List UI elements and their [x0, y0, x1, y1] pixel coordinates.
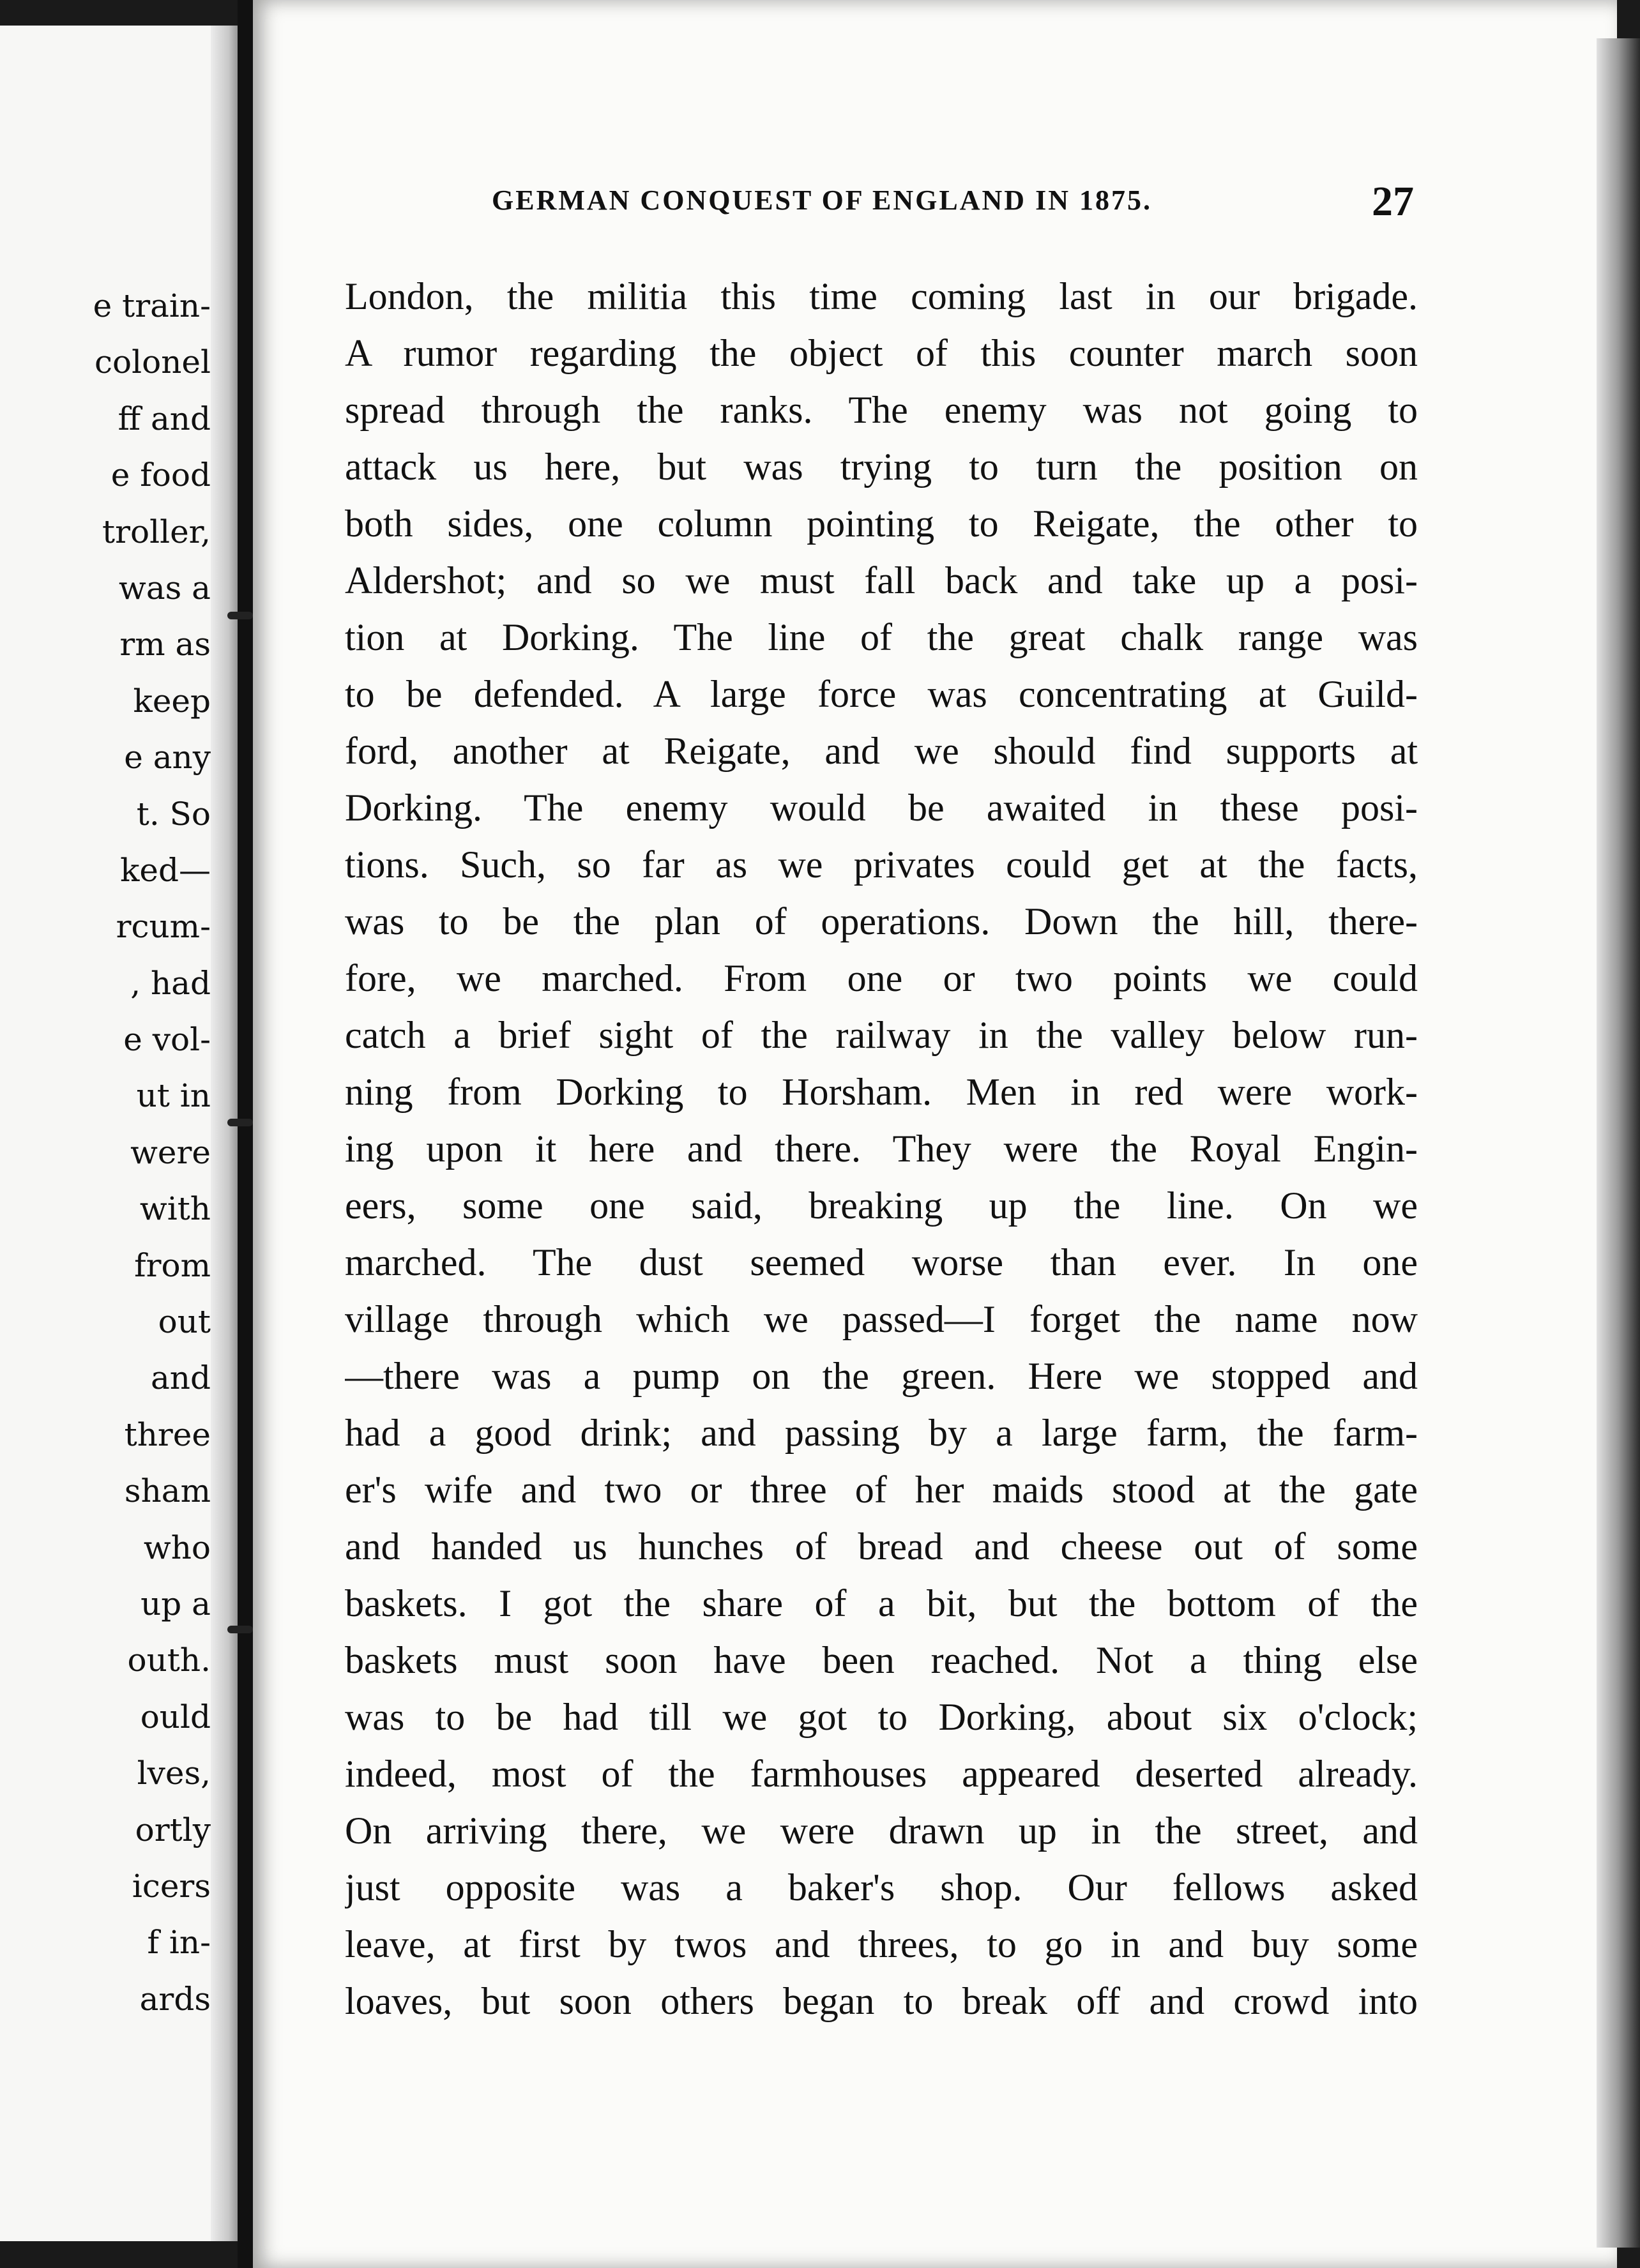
left-page-line-fragment: with: [139, 1190, 211, 1228]
body-text-line: marched. The dust seemed worse than ever. In one: [345, 1241, 1418, 1283]
left-page-line-fragment: were: [130, 1133, 211, 1171]
body-text-line: leave, at first by twos and threes, to go in and buy some: [345, 1923, 1418, 1965]
body-text-line: tion at Dorking. The line of the great chalk range was: [345, 616, 1418, 658]
left-page-line-fragment: outh.: [127, 1642, 211, 1679]
body-text-line: ning from Dorking to Horsham. Men in red were work-: [345, 1071, 1418, 1113]
left-page-line-fragment: rcum-: [116, 908, 211, 946]
body-text-line: both sides, one column pointing to Reigate, the other to: [345, 503, 1418, 545]
body-text-line: eers, some one said, breaking up the line. On we: [345, 1184, 1418, 1227]
page-edge-shadow: [1597, 38, 1640, 2248]
left-page-line-fragment: e any: [124, 739, 211, 776]
body-text-line: fore, we marched. From one or two points we could: [345, 957, 1418, 999]
body-text-line: indeed, most of the farmhouses appeared deserted already.: [345, 1753, 1418, 1795]
body-text-line: A rumor regarding the object of this counter march soon: [345, 332, 1418, 374]
left-page-line-fragment: and: [150, 1359, 211, 1397]
left-page-line-fragment: colonel: [95, 344, 211, 381]
body-text-line: attack us here, but was trying to turn the position on: [345, 446, 1418, 488]
left-page-line-fragment: , had: [130, 964, 211, 1002]
left-page-line-fragment: ortly: [135, 1811, 211, 1848]
left-page-line-fragment: troller,: [102, 513, 211, 550]
left-page-line-fragment: three: [124, 1416, 211, 1453]
body-text-line: just opposite was a baker's shop. Our fellows asked: [345, 1866, 1418, 1909]
left-page-line-fragment: from: [134, 1246, 211, 1284]
left-page-text-fragments: [0, 278, 211, 2027]
left-page-line-fragment: up a: [140, 1585, 211, 1622]
body-text-line: to be defended. A large force was concentrating at Guild-: [345, 673, 1418, 715]
left-page-line-fragment: was a: [119, 569, 211, 607]
body-text-line: was to be had till we got to Dorking, about six o'clock;: [345, 1696, 1418, 1738]
left-page-line-fragment: ut in: [136, 1077, 211, 1115]
left-page-line-fragment: rm as: [119, 626, 211, 663]
body-text-line: London, the militia this time coming last in our brigade.: [345, 275, 1418, 317]
body-text-line: spread through the ranks. The enemy was not going to: [345, 389, 1418, 431]
body-text-line: village through which we passed—I forget the name now: [345, 1298, 1418, 1340]
body-text-line: tions. Such, so far as we privates could get at the facts,: [345, 843, 1418, 886]
left-page-line-fragment: f in-: [147, 1924, 211, 1962]
left-page-line-fragment: ould: [140, 1698, 211, 1735]
body-text-line: —there was a pump on the green. Here we stopped and: [345, 1355, 1418, 1397]
left-page-line-fragment: t. So: [136, 795, 211, 833]
left-page-line-fragment: who: [143, 1529, 211, 1566]
body-text-line: Aldershot; and so we must fall back and take up a posi-: [345, 559, 1418, 601]
left-page-line-fragment: e train-: [93, 287, 211, 324]
body-text-line: ford, another at Reigate, and we should find supports at: [345, 730, 1418, 772]
left-page-line-fragment: out: [158, 1303, 211, 1341]
left-page-line-fragment: icers: [132, 1867, 211, 1905]
binding-thread-mark: [227, 612, 253, 619]
body-text-line: and handed us hunches of bread and cheese out of some: [345, 1525, 1418, 1568]
page-number: 27: [1372, 178, 1414, 225]
body-text-line: er's wife and two or three of her maids stood at the gate: [345, 1469, 1418, 1511]
body-text-line: ing upon it here and there. They were the Royal Engin-: [345, 1128, 1418, 1170]
left-page-line-fragment: sham: [124, 1472, 211, 1510]
body-text-line: had a good drink; and passing by a large farm, the farm-: [345, 1412, 1418, 1454]
left-facing-page: [0, 26, 234, 2241]
left-page-line-fragment: ards: [139, 1980, 211, 2018]
body-text-line: On arriving there, we were drawn up in the street, and: [345, 1810, 1418, 1852]
body-text-line: catch a brief sight of the railway in the valley below run-: [345, 1014, 1418, 1056]
left-page-line-fragment: keep: [133, 682, 211, 720]
left-page-line-fragment: e food: [110, 457, 211, 494]
left-page-line-fragment: lves,: [137, 1755, 211, 1792]
body-text-line: baskets. I got the share of a bit, but the bottom of the: [345, 1582, 1418, 1624]
binding-thread-mark: [227, 1626, 253, 1633]
running-title: GERMAN CONQUEST OF ENGLAND IN 1875.: [492, 185, 1152, 216]
left-page-line-fragment: ked—: [120, 851, 211, 889]
binding-thread-mark: [227, 1119, 253, 1126]
body-text-line: loaves, but soon others began to break off and crowd into: [345, 1980, 1418, 2022]
body-text-line: Dorking. The enemy would be awaited in these posi-: [345, 787, 1418, 829]
left-page-line-fragment: e vol-: [123, 1021, 211, 1059]
body-text-line: was to be the plan of operations. Down the hill, there-: [345, 900, 1418, 942]
body-text-line: baskets must soon have been reached. Not a thing else: [345, 1639, 1418, 1681]
left-page-line-fragment: ff and: [118, 400, 211, 437]
body-text: [345, 268, 1418, 2030]
